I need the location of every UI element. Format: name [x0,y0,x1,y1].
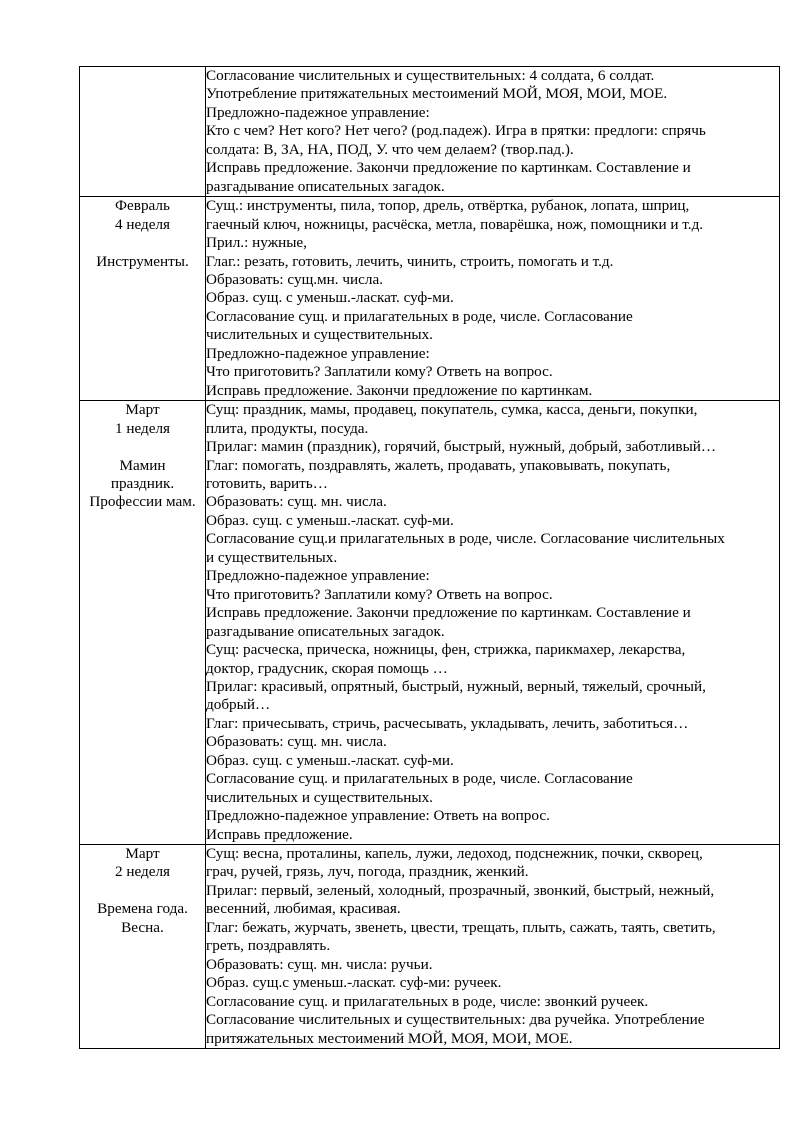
content-cell [206,197,780,401]
topic-line: Профессии мам. [89,493,196,511]
content-line: Согласование сущ.и прилагательных в роде, числе. Согласование числительных [206,530,725,548]
topic-line: Март [125,845,160,863]
content-line: доктор, градусник, скорая помощь … [206,659,448,677]
content-line: Сущ: праздник, мамы, продавец, покупатель, сумка, касса, деньги, покупки, [206,401,698,419]
table-row [80,845,780,1049]
topic-line: Мамин [119,456,166,474]
content-line: Сущ: расческа, прическа, ножницы, фен, стрижка, парикмахер, лекарства, [206,641,686,659]
content-line: числительных и существительных. [206,326,433,344]
content-line: Прилаг: красивый, опрятный, быстрый, нужный, верный, тяжелый, срочный, [206,677,706,695]
content-line: Согласование сущ. и прилагательных в роде, числе. Согласование [206,307,633,325]
topic-line: Инструменты. [96,252,189,270]
content-line: Образовать: сущ. мн. числа. [206,733,387,751]
topic-line: праздник. [110,474,175,492]
content-line: Согласование числительных и существительных: два ручейка. Употребление [206,1011,705,1029]
content-line: Что приготовить? Заплатили кому? Ответь на вопрос. [206,585,553,603]
content-line: Исправь предложение. Закончи предложение по картинкам. Составление и [206,604,691,622]
content-line: числительных и существительных. [206,788,433,806]
content-line: Прилаг: мамин (праздник), горячий, быстрый, нужный, добрый, заботливый… [206,438,717,456]
content-line: Исправь предложение. [206,825,353,843]
content-line: Сущ: весна, проталины, капель, лужи, ледоход, подснежник, почки, скворец, [206,845,703,863]
content-line: Предложно-падежное управление: [206,344,430,362]
content-line: Глаг.: резать, готовить, лечить, чинить, строить, помогать и т.д. [206,252,614,270]
content-line: Образ. сущ. с уменьш.-ласкат. суф-ми. [206,751,454,769]
topic-cell [80,67,206,197]
table-body [80,67,780,1049]
topic-cell [80,197,206,401]
content-line: и существительных. [206,548,338,566]
content-line: Образовать: сущ. мн. числа. [206,493,387,511]
content-line: весенний, любимая, красивая. [206,900,401,918]
content-cell [206,401,780,845]
content-line: грач, ручей, грязь, луч, погода, праздник, женкий. [206,863,529,881]
lesson-plan-table [79,66,780,1049]
topic-line: Февраль [115,197,170,215]
content-line: плита, продукты, посуда. [206,419,369,437]
content-line: Образовать: сущ.мн. числа. [206,270,384,288]
blank-line [80,438,205,456]
table-row [80,401,780,845]
content-line: Сущ.: инструменты, пила, топор, дрель, отвёртка, рубанок, лопата, шприц, [206,197,690,215]
table-row [80,197,780,401]
content-line: добрый… [206,696,271,714]
content-line: Образ. сущ.с уменьш.-ласкат. суф-ми: ручеек. [206,974,502,992]
topic-line: Весна. [121,918,164,936]
content-line: Исправь предложение. Закончи предложение по картинкам. Составление и [206,159,691,177]
content-line: Согласование сущ. и прилагательных в роде, числе: звонкий ручеек. [206,992,649,1010]
content-line: разгадывание описательных загадок. [206,177,445,195]
content-line: Исправь предложение. Закончи предложение по картинкам. [206,381,593,399]
content-line: притяжательных местоимений МОЙ, МОЯ, МОИ, МОЕ. [206,1029,573,1047]
content-line: Согласование числительных и существительных: 4 солдата, 6 солдат. [206,67,655,84]
content-line: Прил.: нужные, [206,234,307,252]
content-line: гаечный ключ, ножницы, расчёска, метла, поварёшка, нож, помощники и т.д. [206,215,704,233]
blank-line [80,882,205,900]
content-line: Предложно-падежное управление: [206,103,430,121]
content-line: Глаг: помогать, поздравлять, жалеть, продавать, упаковывать, покупать, [206,456,671,474]
content-line: Предложно-падежное управление: [206,567,430,585]
content-line: Глаг: бежать, журчать, звенеть, цвести, трещать, плыть, сажать, таять, светить, [206,918,716,936]
content-line: Что приготовить? Заплатили кому? Ответь на вопрос. [206,363,553,381]
content-line: Прилаг: первый, зеленый, холодный, прозрачный, звонкий, быстрый, нежный, [206,881,715,899]
content-line: Употребление притяжательных местоимений МОЙ, МОЯ, МОИ, МОЕ. [206,85,668,103]
content-line: Глаг: причесывать, стричь, расчесывать, укладывать, лечить, заботиться… [206,714,689,732]
content-line: Кто с чем? Нет кого? Нет чего? (род.падеж). Игра в прятки: предлоги: спрячь [206,122,706,140]
content-line: разгадывание описательных загадок. [206,622,445,640]
content-line: солдата: В, ЗА, НА, ПОД, У. что чем делаем? (твор.пад.). [206,140,574,158]
topic-line: 4 неделя [114,215,171,233]
content-line: Образ. сущ. с уменьш.-ласкат. суф-ми. [206,289,454,307]
content-line: Образ. сущ. с уменьш.-ласкат. суф-ми. [206,511,454,529]
topic-cell [80,401,206,845]
content-line: греть, поздравлять. [206,937,331,955]
table-row [80,67,780,197]
content-line: Образовать: сущ. мн. числа: ручьи. [206,955,433,973]
content-cell [206,845,780,1049]
content-line: Предложно-падежное управление: Ответь на вопрос. [206,807,550,825]
topic-line: 1 неделя [114,419,171,437]
topic-line: 2 неделя [114,863,171,881]
content-line: Согласование сущ. и прилагательных в роде, числе. Согласование [206,770,633,788]
topic-cell [80,845,206,1049]
topic-line: Времена года. [97,900,188,918]
content-cell [206,67,780,197]
blank-line [80,234,205,252]
content-line: готовить, варить… [206,474,328,492]
topic-line: Март [125,401,160,419]
